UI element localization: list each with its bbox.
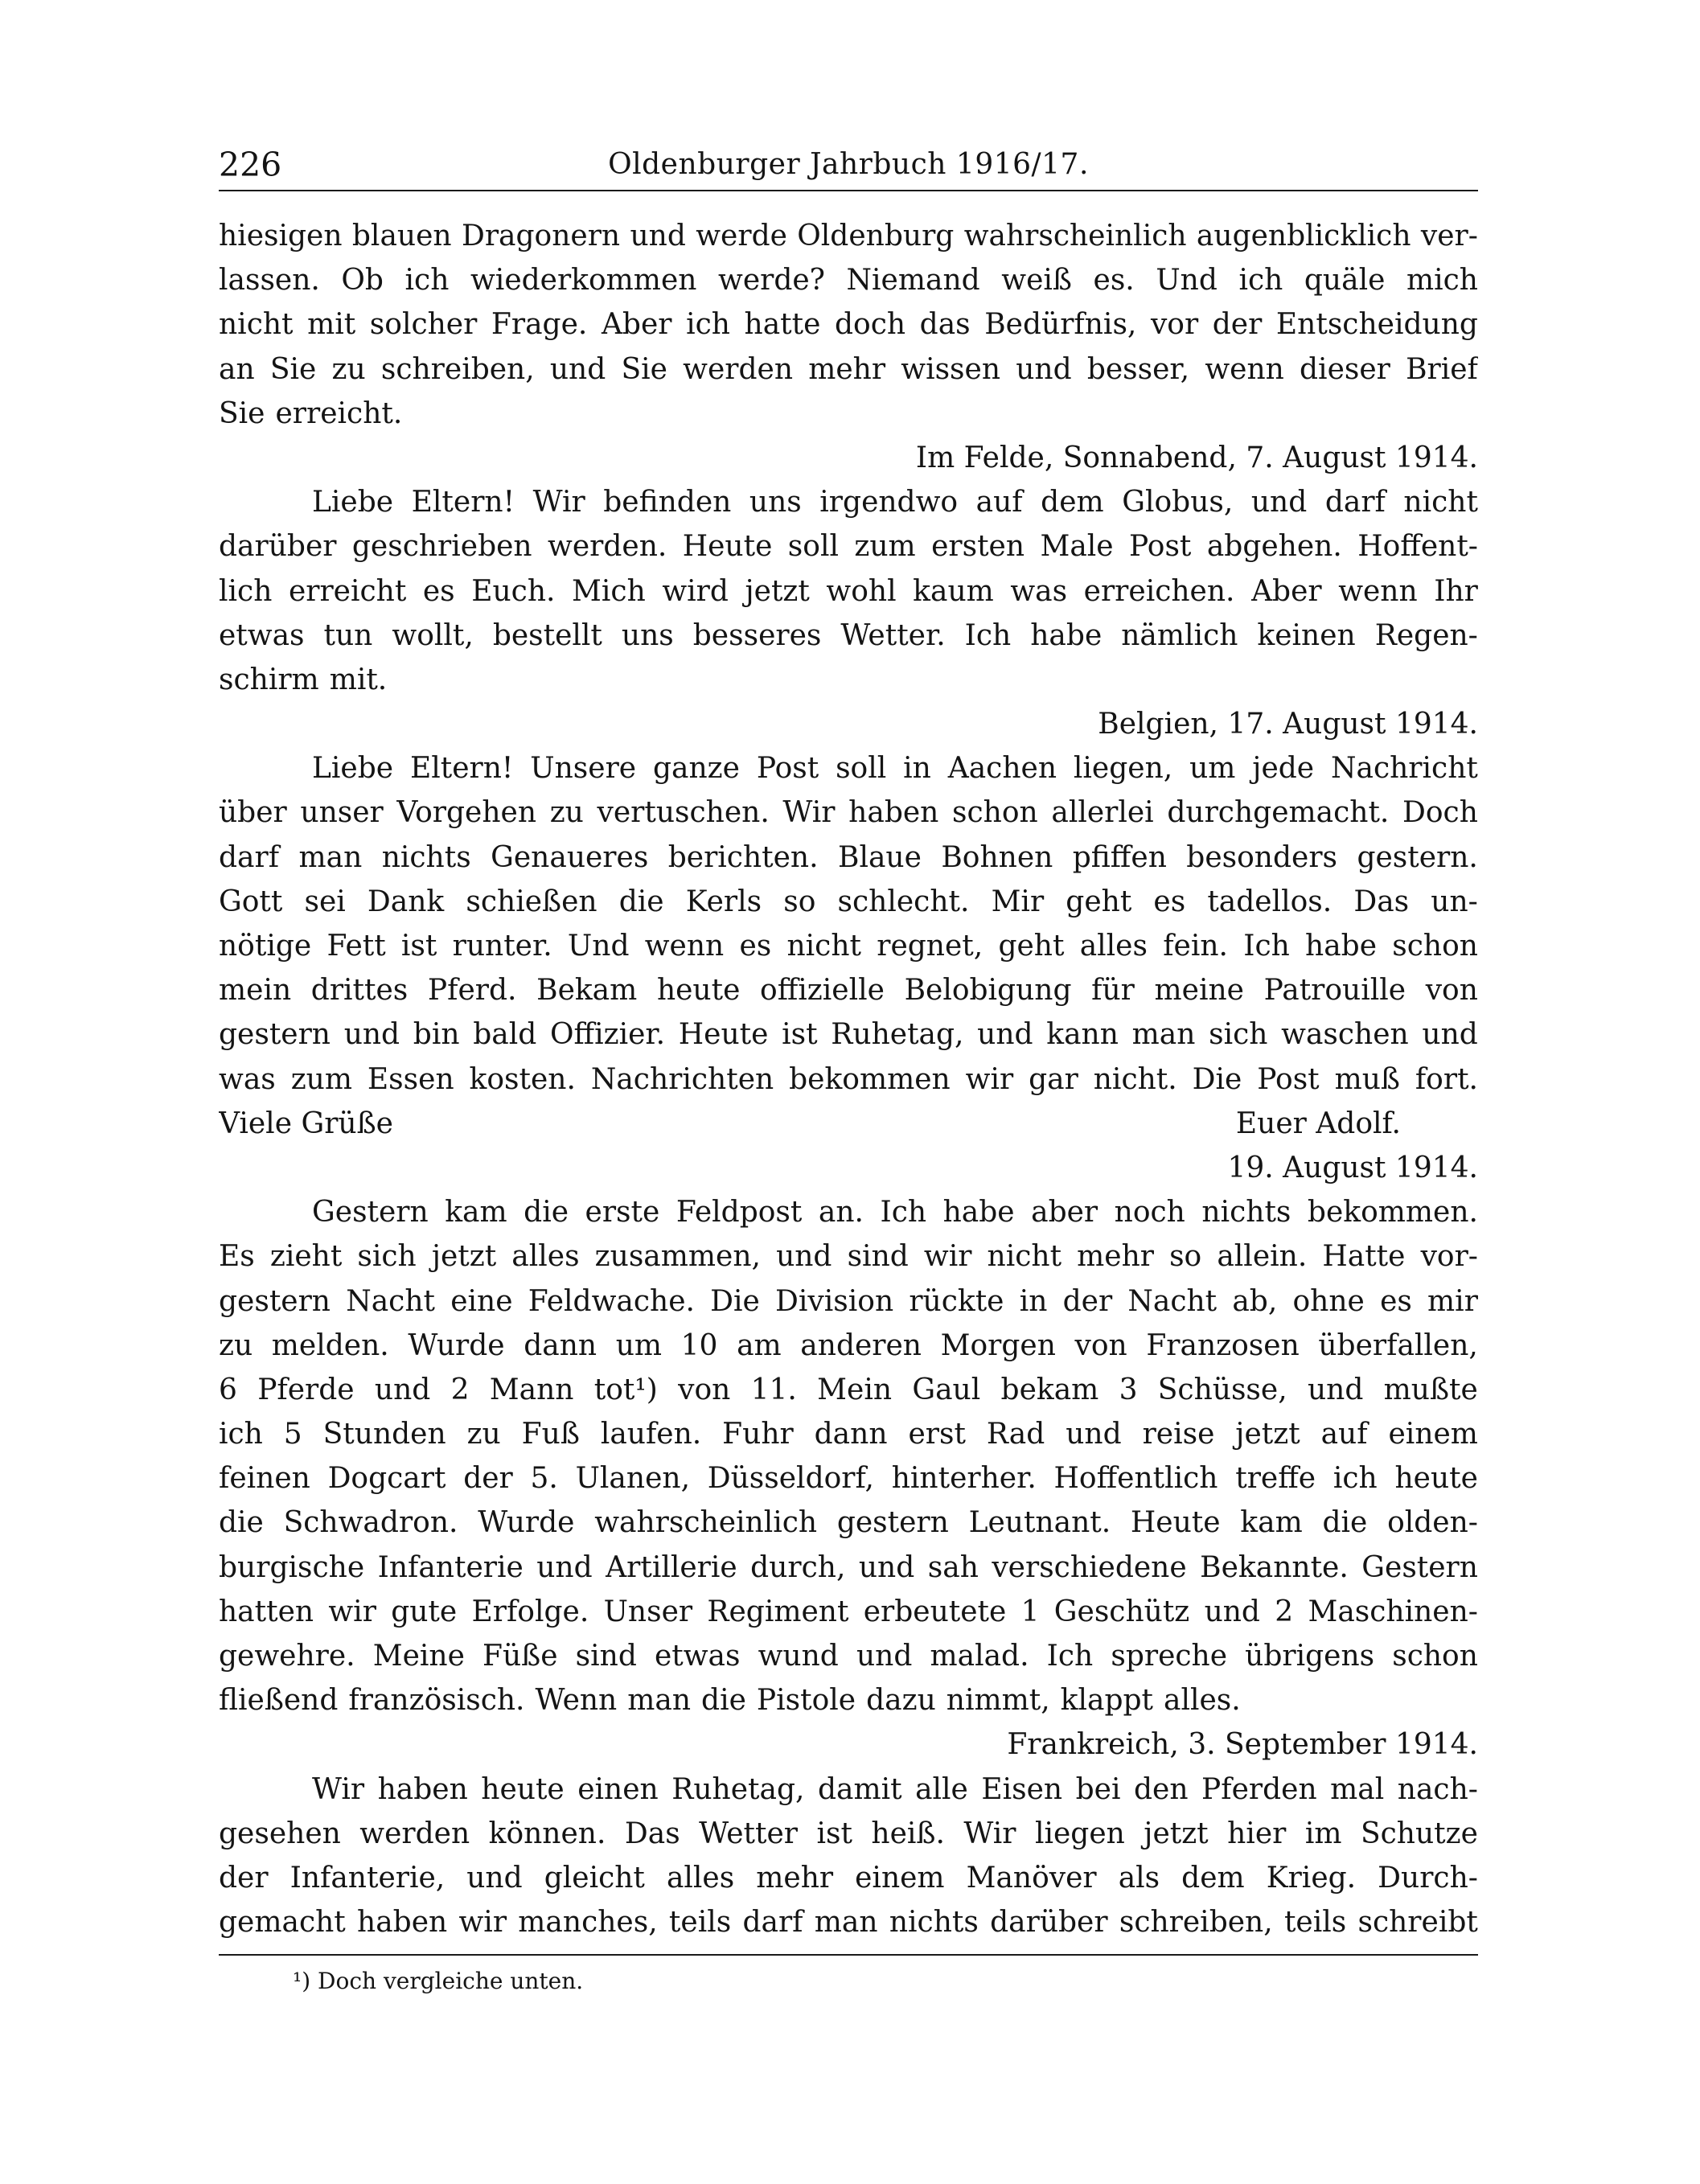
page-header (219, 137, 1478, 193)
text-line: mein drittes Pferd. Bekam heute offizielle Belobigung für meine Patrouille von (219, 974, 1478, 1008)
text-line: feinen Dogcart der 5. Ulanen, Düsseldorf, hinterher. Hoffentlich treffe ich heute (219, 1462, 1478, 1496)
text-line: gewehre. Meine Füße sind etwas wund und malad. Ich spreche übrigens schon (219, 1640, 1478, 1673)
footnote-rule (219, 1954, 1478, 1956)
dateline: 19. August 1914. (1227, 1151, 1478, 1184)
text-line: darüber geschrieben werden. Heute soll zum ersten Male Post abgehen. Hoffent- (219, 530, 1478, 564)
text-line: gemacht haben wir manches, teils darf man nichts darüber schreiben, teils schreibt (219, 1906, 1478, 1940)
running-title: Oldenburger Jahrbuch 1916/17. (608, 148, 1089, 181)
header-rule (219, 190, 1478, 191)
text-line: gesehen werden können. Das Wetter ist heiß. Wir liegen jetzt hier im Schutze (219, 1817, 1478, 1850)
page-number: 226 (219, 146, 282, 184)
text-line: burgische Infanterie und Artillerie durch, und sah verschiedene Bekannte. Gestern (219, 1550, 1478, 1584)
text-line: fließend französisch. Wenn man die Pistole dazu nimmt, klappt alles. (219, 1684, 1241, 1718)
text-line: über unser Vorgehen zu vertuschen. Wir haben schon allerlei durchgemacht. Doch (219, 796, 1478, 830)
text-line: gestern Nacht eine Feldwache. Die Division rückte in der Nacht ab, ohne es mir (219, 1284, 1478, 1318)
text-line: lich erreicht es Euch. Mich wird jetzt wohl kaum was erreichen. Aber wenn Ihr (219, 574, 1478, 608)
footnote: ¹) Doch vergleiche unten. (293, 1968, 584, 1995)
text-line: lassen. Ob ich wiederkommen werde? Niemand weiß es. Und ich quäle mich (219, 264, 1478, 298)
text-line: nötige Fett ist runter. Und wenn es nicht regnet, geht alles fein. Ich habe schon (219, 930, 1478, 963)
text-line: was zum Essen kosten. Nachrichten bekommen wir gar nicht. Die Post muß fort. (219, 1062, 1478, 1096)
text-line: darf man nichts Genaueres berichten. Blaue Bohnen pfiffen besonders gestern. (219, 840, 1478, 874)
text-line: Wir haben heute einen Ruhetag, damit alle Eisen bei den Pferden mal nach- (312, 1772, 1478, 1806)
text-line: nicht mit solcher Frage. Aber ich hatte doch das Bedürfnis, vor der Entscheidung (219, 308, 1478, 342)
text-line: an Sie zu schreiben, und Sie werden mehr wissen und besser, wenn dieser Brief (219, 352, 1478, 386)
text-line: hatten wir gute Erfolge. Unser Regiment erbeutete 1 Geschütz und 2 Maschinen- (219, 1595, 1478, 1628)
text-line: Gestern kam die erste Feldpost an. Ich habe aber noch nichts bekommen. (312, 1196, 1478, 1230)
dateline: Belgien, 17. August 1914. (1098, 708, 1478, 741)
text-line: gestern und bin bald Offizier. Heute ist Ruhetag, und kann man sich waschen und (219, 1018, 1478, 1052)
greeting: Viele Grüße (219, 1106, 393, 1140)
text-line: etwas tun wollt, bestellt uns besseres Wetter. Ich habe nämlich keinen Regen- (219, 618, 1478, 652)
text-line: hiesigen blauen Dragonern und werde Oldenburg wahrscheinlich augenblicklich ver- (219, 220, 1478, 252)
text-line: der Infanterie, und gleicht alles mehr einem Manöver als dem Krieg. Durch- (219, 1861, 1478, 1895)
document-page (219, 137, 1478, 1997)
text-line: schirm mit. (219, 663, 388, 696)
text-line: Liebe Eltern! Unsere ganze Post soll in Aachen liegen, um jede Nachricht (312, 752, 1478, 786)
signature: Euer Adolf. (1235, 1106, 1401, 1140)
text-line: Es zieht sich jetzt alles zusammen, und sind wir nicht mehr so allein. Hatte vor- (219, 1240, 1478, 1274)
body-text (219, 214, 1478, 1944)
text-line: ich 5 Stunden zu Fuß laufen. Fuhr dann erst Rad und reise jetzt auf einem (219, 1418, 1478, 1451)
text-line: zu melden. Wurde dann um 10 am anderen Morgen von Franzosen überfallen, (219, 1328, 1478, 1362)
text-line: die Schwadron. Wurde wahrscheinlich gestern Leutnant. Heute kam die olden- (219, 1506, 1478, 1540)
text-line: Gott sei Dank schießen die Kerls so schlecht. Mir geht es tadellos. Das un- (219, 885, 1478, 918)
dateline: Frankreich, 3. September 1914. (1007, 1728, 1478, 1762)
closing-line (219, 1102, 1478, 1146)
text-line: Sie erreicht. (219, 396, 403, 430)
text-line: Liebe Eltern! Wir befinden uns irgendwo auf dem Globus, und darf nicht (312, 486, 1478, 519)
dateline: Im Felde, Sonnabend, 7. August 1914. (915, 441, 1478, 474)
text-line: 6 Pferde und 2 Mann tot¹) von 11. Mein Gaul bekam 3 Schüsse, und mußte (219, 1373, 1478, 1406)
